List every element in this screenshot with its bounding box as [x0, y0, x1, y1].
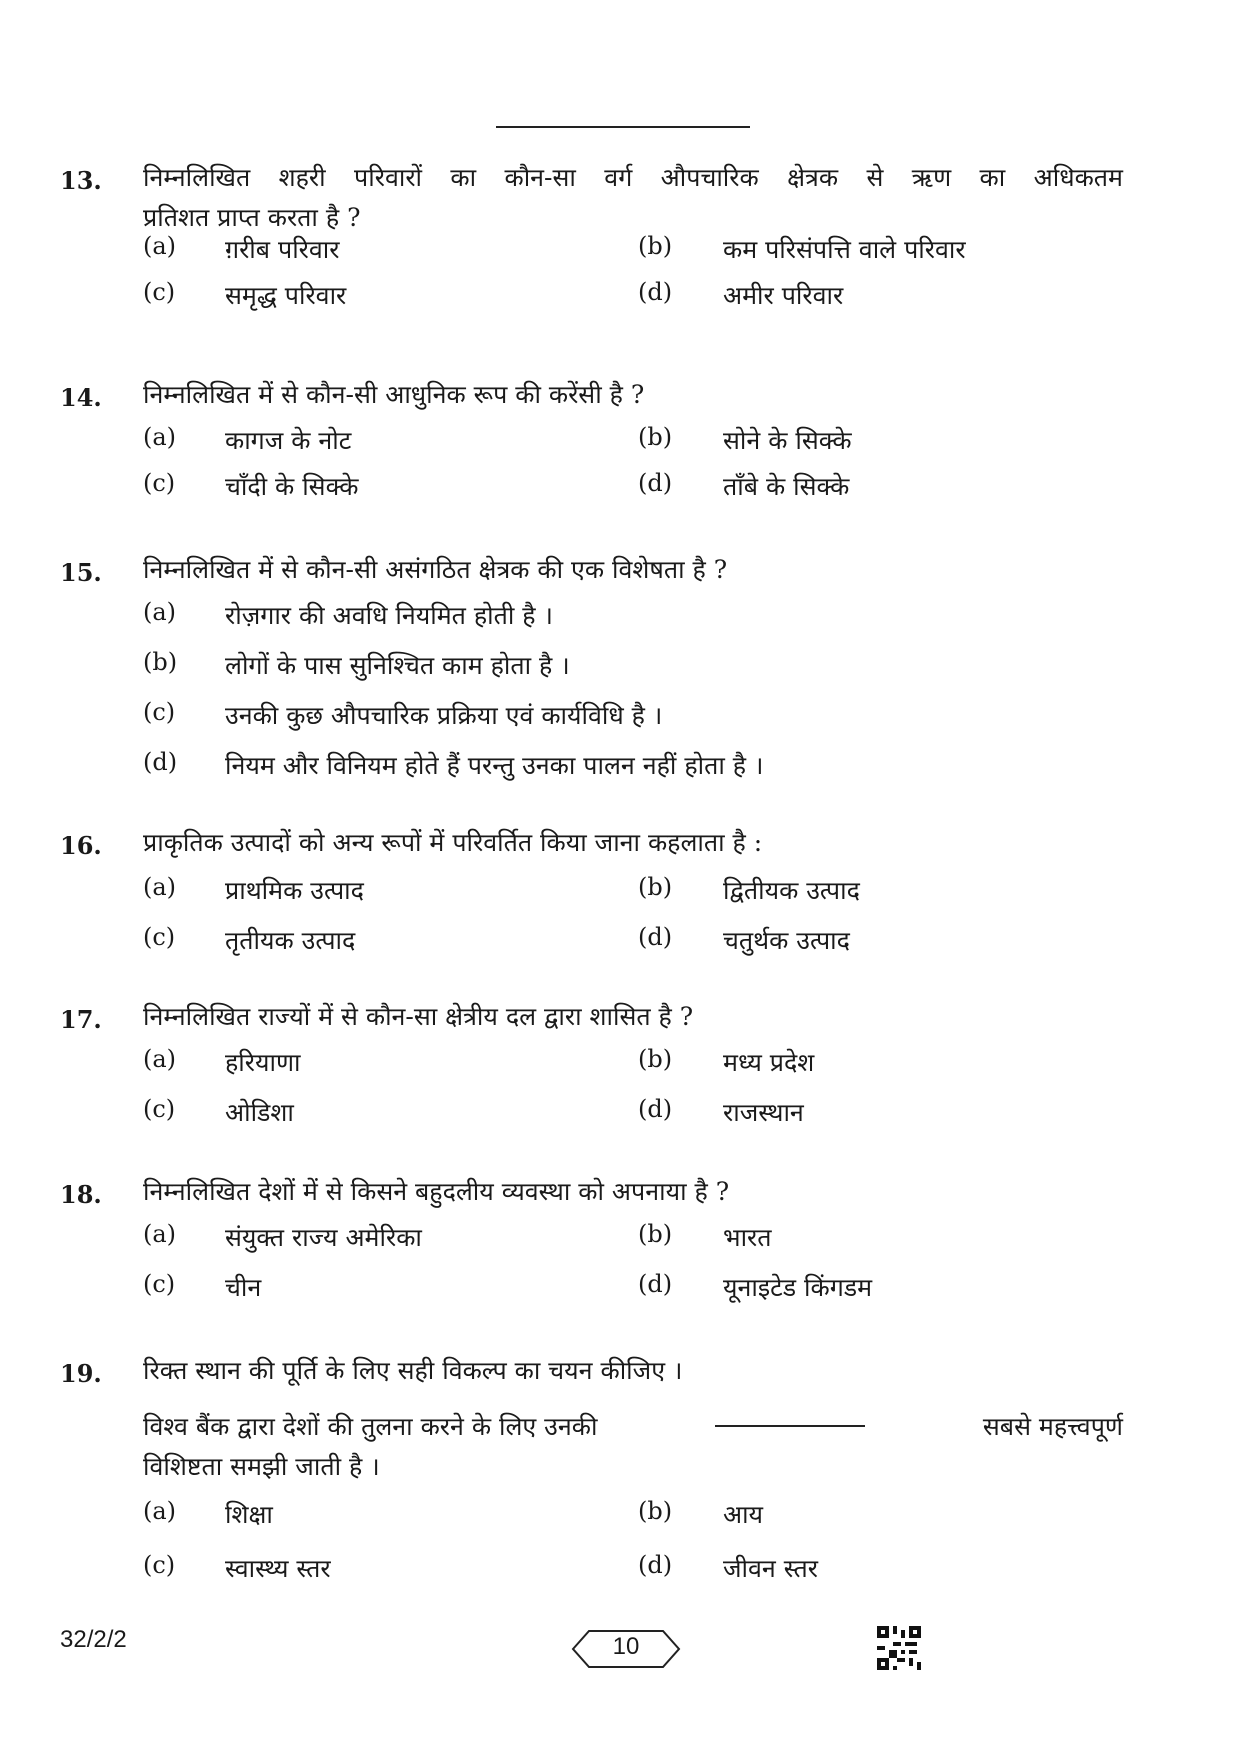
option-label: (b) [638, 1497, 673, 1525]
option-label: (b) [638, 1045, 673, 1073]
option-label: (b) [638, 873, 673, 901]
page-number: 10 [612, 1633, 640, 1660]
option-label: (d) [638, 278, 673, 306]
option-label: (d) [638, 1551, 673, 1579]
option-text: ताँबे के सिक्के [723, 472, 850, 501]
option-label: (a) [143, 598, 177, 626]
option-text: द्वितीयक उत्पाद [723, 876, 860, 905]
question-text: निम्नलिखित में से कौन-सी असंगठित क्षेत्रक की एक विशेषता है ? [143, 555, 728, 584]
paper-code: 32/2/2 [60, 1626, 127, 1653]
stem-after-blank: सबसे महत्त्वपूर्ण [982, 1412, 1123, 1441]
option-label: (b) [143, 648, 178, 676]
option-label: (c) [143, 1095, 176, 1123]
option-label: (c) [143, 923, 176, 951]
question-number: 16. [60, 831, 102, 860]
option-text: सोने के सिक्के [723, 426, 852, 455]
option-text: अमीर परिवार [723, 281, 844, 310]
question-text: रिक्त स्थान की पूर्ति के लिए सही विकल्प का चयन कीजिए । [143, 1356, 683, 1385]
option-label: (a) [143, 232, 177, 260]
option-label: (c) [143, 698, 176, 726]
option-label: (a) [143, 1497, 177, 1525]
option-label: (d) [143, 748, 178, 776]
option-text: समृद्ध परिवार [225, 281, 347, 310]
option-label: (a) [143, 873, 177, 901]
option-text: उनकी कुछ औपचारिक प्रक्रिया एवं कार्यविधि है । [225, 701, 663, 730]
question-text: प्राकृतिक उत्पादों को अन्य रूपों में परिवर्तित किया जाना कहलाता है : [143, 828, 763, 857]
option-text: स्वास्थ्य स्तर [225, 1554, 331, 1583]
option-text: लोगों के पास सुनिश्चित काम होता है । [225, 651, 570, 680]
option-text: भारत [723, 1223, 772, 1252]
option-text: हरियाणा [225, 1048, 301, 1077]
question-text: निम्नलिखित शहरी परिवारों का कौन-सा वर्ग औपचारिक क्षेत्रक से ऋण का अधिकतम [143, 163, 1123, 192]
option-text: तृतीयक उत्पाद [225, 926, 356, 955]
question-text: निम्नलिखित देशों में से किसने बहुदलीय व्यवस्था को अपनाया है ? [143, 1177, 730, 1206]
option-label: (a) [143, 1220, 177, 1248]
option-text: चतुर्थक उत्पाद [723, 926, 850, 955]
option-label: (d) [638, 923, 673, 951]
question-number: 13. [60, 166, 102, 195]
question-number: 17. [60, 1005, 102, 1034]
option-text: चीन [225, 1273, 262, 1302]
top-divider [496, 126, 750, 128]
option-text: संयुक्त राज्य अमेरिका [225, 1223, 422, 1252]
page-number-badge [571, 1627, 681, 1671]
fill-blank-stem [143, 1405, 1123, 1449]
question-text: निम्नलिखित राज्यों में से कौन-सा क्षेत्रीय दल द्वारा शासित है ? [143, 1002, 694, 1031]
stem-before-blank: विश्व बैंक द्वारा देशों की तुलना करने के लिए उनकी [143, 1412, 598, 1441]
option-label: (c) [143, 469, 176, 497]
option-text: कम परिसंपत्ति वाले परिवार [723, 235, 966, 264]
option-label: (b) [638, 1220, 673, 1248]
option-text: आय [723, 1500, 764, 1529]
option-text: यूनाइटेड किंगडम [723, 1273, 873, 1302]
option-text: प्राथमिक उत्पाद [225, 876, 364, 905]
option-text: ग़रीब परिवार [225, 235, 340, 264]
option-label: (d) [638, 1095, 673, 1123]
option-text: मध्य प्रदेश [723, 1048, 815, 1077]
option-label: (b) [638, 232, 673, 260]
option-text: नियम और विनियम होते हैं परन्तु उनका पालन नहीं होता है । [225, 751, 764, 780]
option-text: राजस्थान [723, 1098, 804, 1127]
question-number: 19. [60, 1359, 102, 1388]
option-label: (c) [143, 1551, 176, 1579]
option-text: कागज के नोट [225, 426, 352, 455]
option-label: (d) [638, 469, 673, 497]
option-label: (d) [638, 1270, 673, 1298]
option-text: रोज़गार की अवधि नियमित होती है । [225, 601, 553, 630]
stem-line2: विशिष्टता समझी जाती है । [143, 1452, 380, 1481]
option-label: (c) [143, 1270, 176, 1298]
question-number: 18. [60, 1180, 102, 1209]
option-text: शिक्षा [225, 1500, 273, 1529]
option-label: (a) [143, 423, 177, 451]
blank-line [715, 1405, 865, 1427]
question-text-line2: प्रतिशत प्राप्त करता है ? [143, 203, 361, 232]
option-text: जीवन स्तर [723, 1554, 818, 1583]
question-number: 14. [60, 383, 102, 412]
question-number: 15. [60, 558, 102, 587]
qr-code-icon [877, 1626, 921, 1670]
option-text: ओडिशा [225, 1098, 294, 1127]
option-text: चाँदी के सिक्के [225, 472, 359, 501]
question-text: निम्नलिखित में से कौन-सी आधुनिक रूप की करेंसी है ? [143, 380, 645, 409]
option-label: (a) [143, 1045, 177, 1073]
option-label: (b) [638, 423, 673, 451]
option-label: (c) [143, 278, 176, 306]
